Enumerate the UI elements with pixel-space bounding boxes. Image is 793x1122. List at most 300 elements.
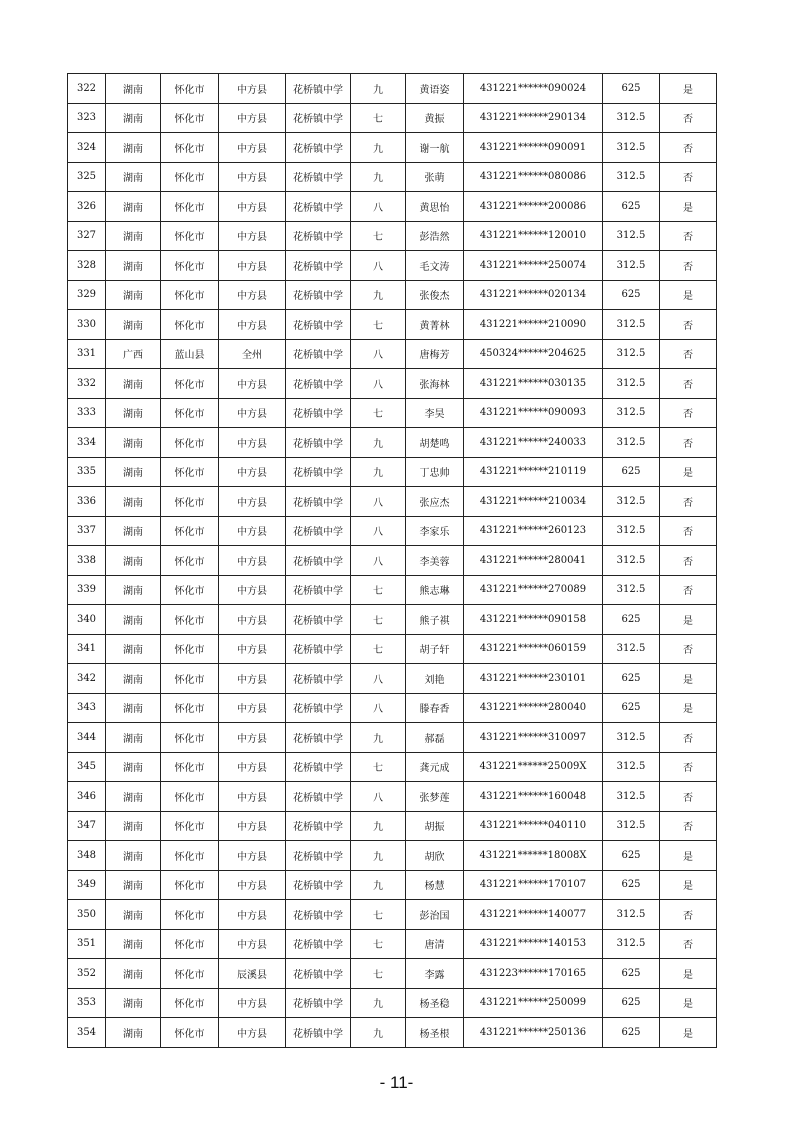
province-cell: 湖南 (106, 546, 161, 576)
province-cell: 湖南 (106, 103, 161, 133)
school-cell: 花桥镇中学 (286, 133, 351, 163)
student-name-cell: 杨圣稳 (406, 988, 464, 1018)
county-cell: 中方县 (219, 398, 286, 428)
row-number-cell: 336 (68, 487, 106, 517)
school-cell: 花桥镇中学 (286, 811, 351, 841)
table-row (68, 870, 717, 900)
grade-cell: 八 (351, 664, 406, 694)
flag-cell: 否 (660, 723, 717, 753)
province-cell: 湖南 (106, 487, 161, 517)
city-cell: 怀化市 (161, 280, 219, 310)
grade-cell: 八 (351, 782, 406, 812)
flag-cell: 否 (660, 398, 717, 428)
grade-cell: 九 (351, 74, 406, 104)
school-cell: 花桥镇中学 (286, 841, 351, 871)
county-cell: 中方县 (219, 369, 286, 399)
amount-cell: 312.5 (603, 398, 660, 428)
amount-cell: 312.5 (603, 487, 660, 517)
student-name-cell: 李昊 (406, 398, 464, 428)
grade-cell: 七 (351, 634, 406, 664)
table-row (68, 74, 717, 104)
flag-cell: 否 (660, 487, 717, 517)
id-number-cell: 431221******280040 (464, 693, 603, 723)
grade-cell: 九 (351, 988, 406, 1018)
grade-cell: 七 (351, 929, 406, 959)
student-name-cell: 张应杰 (406, 487, 464, 517)
student-name-cell: 毛文涛 (406, 251, 464, 281)
id-number-cell: 431221******140153 (464, 929, 603, 959)
city-cell: 怀化市 (161, 133, 219, 163)
table-row (68, 280, 717, 310)
row-number-cell: 346 (68, 782, 106, 812)
row-number-cell: 327 (68, 221, 106, 251)
province-cell: 湖南 (106, 870, 161, 900)
city-cell: 怀化市 (161, 369, 219, 399)
grade-cell: 八 (351, 487, 406, 517)
table-row (68, 516, 717, 546)
student-name-cell: 张俊杰 (406, 280, 464, 310)
flag-cell: 是 (660, 870, 717, 900)
flag-cell: 否 (660, 634, 717, 664)
flag-cell: 是 (660, 693, 717, 723)
row-number-cell: 337 (68, 516, 106, 546)
county-cell: 中方县 (219, 546, 286, 576)
row-number-cell: 341 (68, 634, 106, 664)
amount-cell: 625 (603, 1018, 660, 1048)
province-cell: 湖南 (106, 900, 161, 930)
row-number-cell: 343 (68, 693, 106, 723)
county-cell: 辰溪县 (219, 959, 286, 989)
city-cell: 怀化市 (161, 428, 219, 458)
flag-cell: 是 (660, 605, 717, 635)
id-number-cell: 431221******250074 (464, 251, 603, 281)
table-body (68, 74, 717, 1048)
province-cell: 湖南 (106, 1018, 161, 1048)
flag-cell: 否 (660, 339, 717, 369)
province-cell: 湖南 (106, 841, 161, 871)
amount-cell: 625 (603, 693, 660, 723)
id-number-cell: 431221******170107 (464, 870, 603, 900)
id-number-cell: 431223******170165 (464, 959, 603, 989)
city-cell: 怀化市 (161, 74, 219, 104)
id-number-cell: 431221******090093 (464, 398, 603, 428)
flag-cell: 否 (660, 929, 717, 959)
row-number-cell: 339 (68, 575, 106, 605)
grade-cell: 九 (351, 280, 406, 310)
city-cell: 怀化市 (161, 664, 219, 694)
flag-cell: 否 (660, 900, 717, 930)
row-number-cell: 324 (68, 133, 106, 163)
county-cell: 中方县 (219, 605, 286, 635)
school-cell: 花桥镇中学 (286, 546, 351, 576)
county-cell: 中方县 (219, 841, 286, 871)
table-row (68, 487, 717, 517)
county-cell: 中方县 (219, 870, 286, 900)
province-cell: 湖南 (106, 133, 161, 163)
amount-cell: 625 (603, 192, 660, 222)
row-number-cell: 351 (68, 929, 106, 959)
id-number-cell: 431221******090024 (464, 74, 603, 104)
grade-cell: 七 (351, 575, 406, 605)
county-cell: 中方县 (219, 900, 286, 930)
student-name-cell: 彭浩然 (406, 221, 464, 251)
county-cell: 中方县 (219, 280, 286, 310)
id-number-cell: 431221******290134 (464, 103, 603, 133)
row-number-cell: 348 (68, 841, 106, 871)
county-cell: 中方县 (219, 428, 286, 458)
city-cell: 怀化市 (161, 605, 219, 635)
flag-cell: 否 (660, 310, 717, 340)
row-number-cell: 329 (68, 280, 106, 310)
province-cell: 湖南 (106, 929, 161, 959)
city-cell: 怀化市 (161, 634, 219, 664)
row-number-cell: 338 (68, 546, 106, 576)
student-name-cell: 张梦莲 (406, 782, 464, 812)
grade-cell: 七 (351, 310, 406, 340)
city-cell: 蓝山县 (161, 339, 219, 369)
row-number-cell: 334 (68, 428, 106, 458)
row-number-cell: 332 (68, 369, 106, 399)
amount-cell: 312.5 (603, 752, 660, 782)
school-cell: 花桥镇中学 (286, 487, 351, 517)
amount-cell: 625 (603, 664, 660, 694)
table-row (68, 369, 717, 399)
id-number-cell: 431221******18008X (464, 841, 603, 871)
student-name-cell: 唐梅芳 (406, 339, 464, 369)
amount-cell: 312.5 (603, 221, 660, 251)
id-number-cell: 431221******020134 (464, 280, 603, 310)
school-cell: 花桥镇中学 (286, 988, 351, 1018)
school-cell: 花桥镇中学 (286, 310, 351, 340)
student-name-cell: 李露 (406, 959, 464, 989)
id-number-cell: 431221******210034 (464, 487, 603, 517)
table-row (68, 398, 717, 428)
flag-cell: 是 (660, 192, 717, 222)
province-cell: 湖南 (106, 457, 161, 487)
id-number-cell: 431221******260123 (464, 516, 603, 546)
student-name-cell: 熊志琳 (406, 575, 464, 605)
table-row (68, 693, 717, 723)
table-row (68, 605, 717, 635)
city-cell: 怀化市 (161, 546, 219, 576)
school-cell: 花桥镇中学 (286, 428, 351, 458)
row-number-cell: 326 (68, 192, 106, 222)
school-cell: 花桥镇中学 (286, 369, 351, 399)
school-cell: 花桥镇中学 (286, 723, 351, 753)
school-cell: 花桥镇中学 (286, 900, 351, 930)
flag-cell: 否 (660, 428, 717, 458)
student-name-cell: 滕春香 (406, 693, 464, 723)
student-name-cell: 李美蓉 (406, 546, 464, 576)
city-cell: 怀化市 (161, 487, 219, 517)
province-cell: 湖南 (106, 162, 161, 192)
student-name-cell: 熊子祺 (406, 605, 464, 635)
province-cell: 湖南 (106, 664, 161, 694)
table-row (68, 959, 717, 989)
city-cell: 怀化市 (161, 929, 219, 959)
county-cell: 中方县 (219, 988, 286, 1018)
province-cell: 广西 (106, 339, 161, 369)
amount-cell: 312.5 (603, 546, 660, 576)
grade-cell: 九 (351, 133, 406, 163)
county-cell: 中方县 (219, 929, 286, 959)
province-cell: 湖南 (106, 693, 161, 723)
grade-cell: 七 (351, 605, 406, 635)
id-number-cell: 431221******160048 (464, 782, 603, 812)
county-cell: 中方县 (219, 782, 286, 812)
table-row (68, 251, 717, 281)
amount-cell: 625 (603, 870, 660, 900)
flag-cell: 是 (660, 74, 717, 104)
grade-cell: 九 (351, 870, 406, 900)
amount-cell: 312.5 (603, 162, 660, 192)
county-cell: 中方县 (219, 162, 286, 192)
grade-cell: 九 (351, 811, 406, 841)
student-name-cell: 彭治国 (406, 900, 464, 930)
grade-cell: 七 (351, 398, 406, 428)
city-cell: 怀化市 (161, 103, 219, 133)
id-number-cell: 431221******060159 (464, 634, 603, 664)
table-row (68, 310, 717, 340)
id-number-cell: 431221******120010 (464, 221, 603, 251)
city-cell: 怀化市 (161, 811, 219, 841)
province-cell: 湖南 (106, 988, 161, 1018)
student-name-cell: 龚元成 (406, 752, 464, 782)
school-cell: 花桥镇中学 (286, 664, 351, 694)
school-cell: 花桥镇中学 (286, 605, 351, 635)
county-cell: 中方县 (219, 575, 286, 605)
county-cell: 中方县 (219, 310, 286, 340)
province-cell: 湖南 (106, 398, 161, 428)
id-number-cell: 431221******230101 (464, 664, 603, 694)
province-cell: 湖南 (106, 575, 161, 605)
city-cell: 怀化市 (161, 870, 219, 900)
student-name-cell: 胡振 (406, 811, 464, 841)
school-cell: 花桥镇中学 (286, 221, 351, 251)
flag-cell: 是 (660, 457, 717, 487)
id-number-cell: 431221******250099 (464, 988, 603, 1018)
amount-cell: 312.5 (603, 575, 660, 605)
school-cell: 花桥镇中学 (286, 752, 351, 782)
table-row (68, 900, 717, 930)
page-number: - 11- (379, 1073, 414, 1092)
row-number-cell: 353 (68, 988, 106, 1018)
school-cell: 花桥镇中学 (286, 457, 351, 487)
table-row (68, 575, 717, 605)
flag-cell: 是 (660, 1018, 717, 1048)
table-row (68, 457, 717, 487)
id-number-cell: 450324******204625 (464, 339, 603, 369)
grade-cell: 七 (351, 103, 406, 133)
county-cell: 全州 (219, 339, 286, 369)
row-number-cell: 352 (68, 959, 106, 989)
province-cell: 湖南 (106, 752, 161, 782)
table-row (68, 988, 717, 1018)
flag-cell: 否 (660, 133, 717, 163)
city-cell: 怀化市 (161, 1018, 219, 1048)
school-cell: 花桥镇中学 (286, 870, 351, 900)
grade-cell: 八 (351, 339, 406, 369)
county-cell: 中方县 (219, 487, 286, 517)
amount-cell: 312.5 (603, 929, 660, 959)
row-number-cell: 331 (68, 339, 106, 369)
grade-cell: 七 (351, 752, 406, 782)
flag-cell: 否 (660, 811, 717, 841)
table-row (68, 133, 717, 163)
city-cell: 怀化市 (161, 752, 219, 782)
student-name-cell: 谢一航 (406, 133, 464, 163)
row-number-cell: 328 (68, 251, 106, 281)
city-cell: 怀化市 (161, 723, 219, 753)
province-cell: 湖南 (106, 280, 161, 310)
amount-cell: 625 (603, 74, 660, 104)
flag-cell: 是 (660, 959, 717, 989)
city-cell: 怀化市 (161, 841, 219, 871)
row-number-cell: 354 (68, 1018, 106, 1048)
school-cell: 花桥镇中学 (286, 575, 351, 605)
id-number-cell: 431221******200086 (464, 192, 603, 222)
grade-cell: 九 (351, 162, 406, 192)
county-cell: 中方县 (219, 664, 286, 694)
city-cell: 怀化市 (161, 251, 219, 281)
school-cell: 花桥镇中学 (286, 782, 351, 812)
grade-cell: 九 (351, 1018, 406, 1048)
student-name-cell: 刘艳 (406, 664, 464, 694)
student-name-cell: 张萌 (406, 162, 464, 192)
grade-cell: 八 (351, 251, 406, 281)
table-row (68, 782, 717, 812)
city-cell: 怀化市 (161, 398, 219, 428)
amount-cell: 312.5 (603, 516, 660, 546)
table-row (68, 339, 717, 369)
amount-cell: 312.5 (603, 369, 660, 399)
row-number-cell: 323 (68, 103, 106, 133)
student-name-cell: 黄振 (406, 103, 464, 133)
province-cell: 湖南 (106, 192, 161, 222)
school-cell: 花桥镇中学 (286, 280, 351, 310)
table-row (68, 221, 717, 251)
table-row (68, 1018, 717, 1048)
amount-cell: 625 (603, 988, 660, 1018)
student-name-cell: 丁忠帅 (406, 457, 464, 487)
row-number-cell: 349 (68, 870, 106, 900)
amount-cell: 625 (603, 959, 660, 989)
province-cell: 湖南 (106, 74, 161, 104)
county-cell: 中方县 (219, 133, 286, 163)
province-cell: 湖南 (106, 221, 161, 251)
city-cell: 怀化市 (161, 192, 219, 222)
grade-cell: 八 (351, 369, 406, 399)
county-cell: 中方县 (219, 516, 286, 546)
id-number-cell: 431221******140077 (464, 900, 603, 930)
amount-cell: 625 (603, 841, 660, 871)
row-number-cell: 335 (68, 457, 106, 487)
row-number-cell: 342 (68, 664, 106, 694)
province-cell: 湖南 (106, 605, 161, 635)
county-cell: 中方县 (219, 752, 286, 782)
city-cell: 怀化市 (161, 310, 219, 340)
amount-cell: 312.5 (603, 428, 660, 458)
school-cell: 花桥镇中学 (286, 516, 351, 546)
school-cell: 花桥镇中学 (286, 103, 351, 133)
id-number-cell: 431221******040110 (464, 811, 603, 841)
amount-cell: 312.5 (603, 723, 660, 753)
id-number-cell: 431221******210119 (464, 457, 603, 487)
school-cell: 花桥镇中学 (286, 1018, 351, 1048)
row-number-cell: 345 (68, 752, 106, 782)
amount-cell: 312.5 (603, 782, 660, 812)
id-number-cell: 431221******25009X (464, 752, 603, 782)
student-name-cell: 黄菁林 (406, 310, 464, 340)
id-number-cell: 431221******210090 (464, 310, 603, 340)
province-cell: 湖南 (106, 428, 161, 458)
student-name-cell: 杨慧 (406, 870, 464, 900)
city-cell: 怀化市 (161, 782, 219, 812)
student-name-cell: 李家乐 (406, 516, 464, 546)
table-row (68, 428, 717, 458)
grade-cell: 七 (351, 959, 406, 989)
city-cell: 怀化市 (161, 900, 219, 930)
row-number-cell: 322 (68, 74, 106, 104)
province-cell: 湖南 (106, 310, 161, 340)
county-cell: 中方县 (219, 457, 286, 487)
student-name-cell: 胡楚鸣 (406, 428, 464, 458)
county-cell: 中方县 (219, 811, 286, 841)
student-name-cell: 胡子轩 (406, 634, 464, 664)
flag-cell: 是 (660, 280, 717, 310)
grade-cell: 七 (351, 900, 406, 930)
school-cell: 花桥镇中学 (286, 162, 351, 192)
id-number-cell: 431221******080086 (464, 162, 603, 192)
flag-cell: 否 (660, 251, 717, 281)
city-cell: 怀化市 (161, 162, 219, 192)
flag-cell: 否 (660, 575, 717, 605)
grade-cell: 九 (351, 723, 406, 753)
student-name-cell: 张海林 (406, 369, 464, 399)
table-row (68, 634, 717, 664)
province-cell: 湖南 (106, 959, 161, 989)
table-row (68, 546, 717, 576)
province-cell: 湖南 (106, 811, 161, 841)
student-name-cell: 杨圣根 (406, 1018, 464, 1048)
table-row (68, 723, 717, 753)
row-number-cell: 340 (68, 605, 106, 635)
school-cell: 花桥镇中学 (286, 929, 351, 959)
id-number-cell: 431221******250136 (464, 1018, 603, 1048)
grade-cell: 八 (351, 516, 406, 546)
table-row (68, 664, 717, 694)
id-number-cell: 431221******030135 (464, 369, 603, 399)
student-name-cell: 胡欣 (406, 841, 464, 871)
school-cell: 花桥镇中学 (286, 634, 351, 664)
flag-cell: 否 (660, 752, 717, 782)
student-name-cell: 唐清 (406, 929, 464, 959)
table-row (68, 103, 717, 133)
flag-cell: 否 (660, 103, 717, 133)
table-row (68, 841, 717, 871)
grade-cell: 八 (351, 546, 406, 576)
city-cell: 怀化市 (161, 575, 219, 605)
student-name-cell: 黄思怡 (406, 192, 464, 222)
table-row (68, 752, 717, 782)
table-row (68, 929, 717, 959)
student-name-cell: 郝磊 (406, 723, 464, 753)
city-cell: 怀化市 (161, 221, 219, 251)
school-cell: 花桥镇中学 (286, 251, 351, 281)
amount-cell: 625 (603, 457, 660, 487)
flag-cell: 否 (660, 221, 717, 251)
flag-cell: 否 (660, 782, 717, 812)
